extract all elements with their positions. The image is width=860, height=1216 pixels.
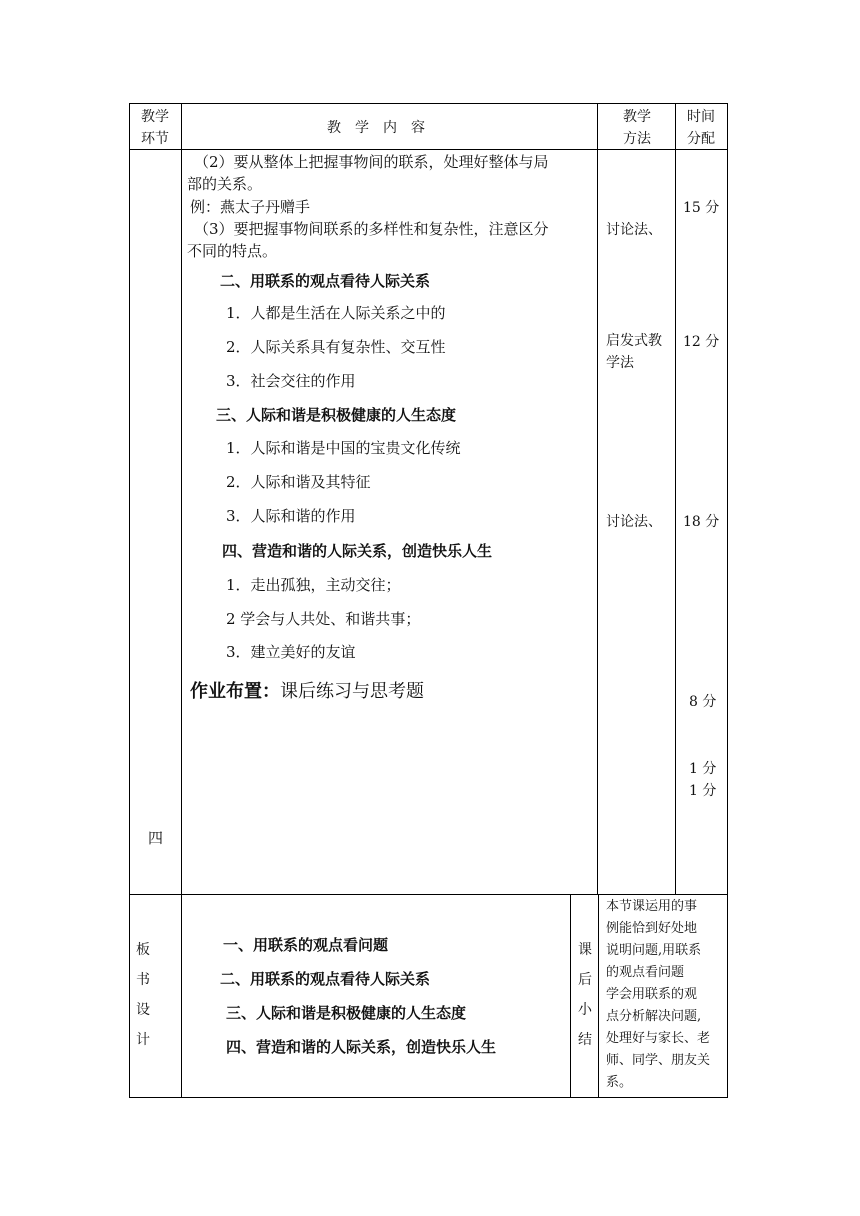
summary-line: 学会用联系的观	[606, 987, 698, 1002]
col-divider-3	[675, 103, 676, 894]
list-item: 2．人际和谐及其特征	[226, 473, 371, 491]
summary-line: 例能恰到好处地	[606, 921, 698, 936]
list-item: 1．人都是生活在人际关系之中的	[226, 304, 446, 322]
summary-label-char: 课	[578, 942, 592, 958]
board-label-char: 板	[136, 942, 150, 958]
homework	[190, 679, 424, 705]
summary-line: 系。	[606, 1075, 633, 1090]
summary-label-char: 小	[578, 1002, 592, 1018]
list-item: 3．社会交往的作用	[226, 372, 356, 390]
method-3: 讨论法、	[606, 514, 662, 530]
heading-3: 三、人际和谐是积极健康的人生态度	[216, 406, 457, 424]
summary-line: 处理好与家长、老	[606, 1031, 711, 1046]
header-time-line2: 分配	[687, 131, 715, 147]
time-4: 8 分	[689, 694, 717, 710]
point-2-line2: 部的关系。	[187, 175, 263, 193]
board-line: 四、营造和谐的人际关系，创造快乐人生	[226, 1038, 497, 1056]
header-method-line2: 方法	[623, 131, 651, 147]
summary-line: 本节课运用的事	[606, 899, 698, 914]
method-2: 启发式教学法	[606, 333, 662, 371]
time-1: 15 分	[683, 200, 720, 216]
summary-line: 点分析解决问题,	[606, 1009, 702, 1024]
summary-line: 说明问题,用联系	[606, 943, 702, 958]
board-line: 三、人际和谐是积极健康的人生态度	[226, 1004, 467, 1022]
point-3-line2: 不同的特点。	[187, 242, 278, 260]
summary-label-divider-right	[598, 894, 599, 1098]
board-divider	[129, 894, 728, 895]
point-3-line1: （3）要把握事物间联系的多样性和复杂性，注意区分	[194, 220, 549, 238]
header-method-line1: 教学	[623, 109, 651, 125]
col-divider-1	[181, 103, 182, 1098]
header-section-line1: 教学	[141, 109, 169, 125]
header-section-line2: 环节	[141, 131, 169, 147]
homework-text: 课后练习与思考题	[280, 681, 424, 702]
list-item: 1．走出孤独，主动交往；	[226, 576, 401, 594]
section-label: 四	[148, 829, 164, 847]
summary-label-divider-left	[570, 894, 571, 1098]
board-label-char: 书	[136, 972, 150, 988]
list-item: 1．人际和谐是中国的宝贵文化传统	[226, 439, 461, 457]
board-line: 一、用联系的观点看问题	[223, 936, 389, 954]
summary-line: 的观点看问题	[606, 965, 685, 980]
col-divider-2	[597, 103, 598, 894]
board-label-char: 计	[136, 1032, 150, 1048]
homework-label: 作业布置：	[190, 681, 280, 702]
summary-label-char: 结	[578, 1032, 592, 1048]
time-2: 12 分	[683, 334, 720, 350]
header-content: 教 学 内 容	[327, 120, 425, 136]
time-5: 1 分	[689, 761, 717, 777]
board-label-char: 设	[136, 1002, 150, 1018]
list-item: 3．建立美好的友谊	[226, 643, 356, 661]
summary-line: 师、同学、朋友关	[606, 1053, 711, 1068]
example-line: 例：燕太子丹赠手	[190, 198, 311, 216]
time-6: 1 分	[689, 783, 717, 799]
list-item: 3．人际和谐的作用	[226, 507, 356, 525]
list-item: 2．人际关系具有复杂性、交互性	[226, 338, 446, 356]
list-item: 2 学会与人共处、和谐共事；	[226, 610, 421, 628]
heading-2: 二、用联系的观点看待人际关系	[220, 272, 431, 290]
point-2-line1: （2）要从整体上把握事物间的联系，处理好整体与局	[194, 153, 549, 171]
summary-label-char: 后	[578, 972, 592, 988]
board-line: 二、用联系的观点看待人际关系	[220, 970, 431, 988]
method-1: 讨论法、	[606, 222, 662, 238]
time-3: 18 分	[683, 514, 720, 530]
header-time-line1: 时间	[687, 109, 715, 125]
heading-4: 四、营造和谐的人际关系，创造快乐人生	[222, 542, 493, 560]
